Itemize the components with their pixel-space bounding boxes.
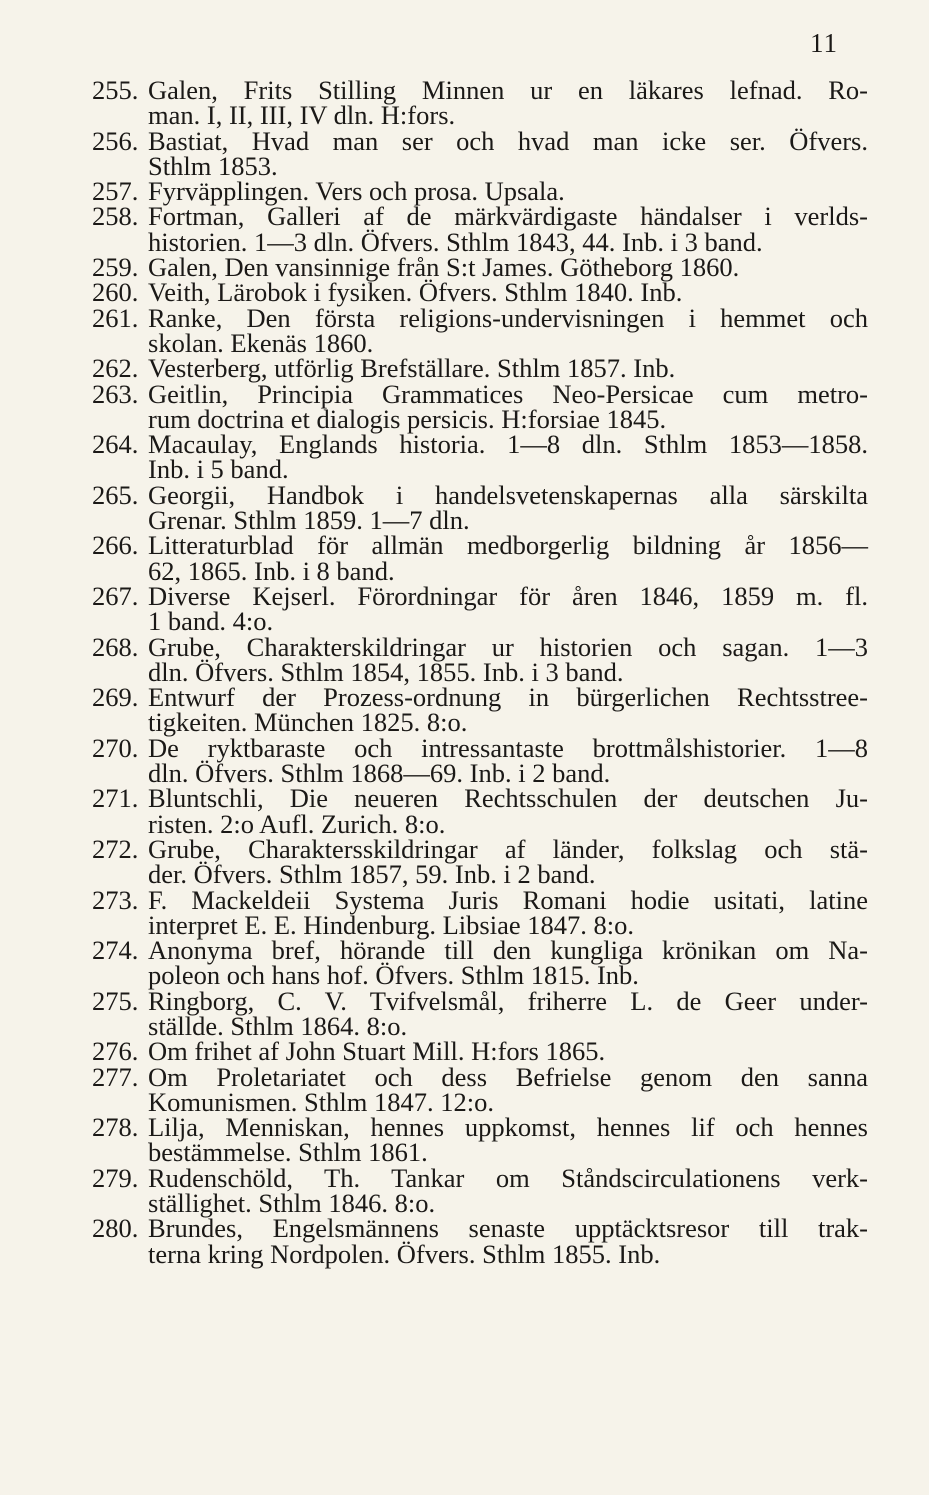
entry-number: 278. <box>92 1112 139 1143</box>
entry-text <box>148 302 868 358</box>
entry-line: Grube, Charaktersskildringar af länder, folkslag och stä- <box>148 833 868 864</box>
entry-text <box>148 429 868 485</box>
catalog-entry <box>0 75 929 131</box>
entry-line: historien. 1—3 dln. Öfvers. Sthlm 1843, 44. Inb. i 3 band. <box>148 226 763 257</box>
entry-number: 256. <box>92 125 139 156</box>
entry-line: ställighet. Sthlm 1846. 8:o. <box>148 1188 436 1219</box>
entry-number: 259. <box>92 252 139 283</box>
entry-number: 264. <box>92 429 139 460</box>
entry-line: Fortman, Galleri af de märkvärdigaste händalser i verlds- <box>148 201 868 232</box>
entry-number: 271. <box>92 783 139 814</box>
entry-line: Galen, Frits Stilling Minnen ur en läkares lefnad. Ro- <box>148 75 868 105</box>
catalog-entry <box>0 1061 929 1117</box>
entry-line: Entwurf der Prozess-ordnung in bürgerlichen Rechtsstree- <box>148 682 868 713</box>
entry-text <box>148 1112 868 1168</box>
page-number: 11 <box>810 28 838 58</box>
entry-text <box>148 479 868 536</box>
entry-line: Komunismen. Sthlm 1847. 12:o. <box>148 1086 494 1117</box>
entry-text <box>148 353 868 384</box>
entry-text <box>148 682 868 738</box>
entry-number: 270. <box>92 732 139 763</box>
catalog-entry <box>0 277 929 308</box>
entry-number: 279. <box>92 1162 139 1193</box>
entry-text <box>148 277 868 308</box>
entry-number: 255. <box>92 75 139 105</box>
entry-number: 257. <box>92 176 139 207</box>
entry-text <box>148 732 868 789</box>
entry-line: Om frihet af John Stuart Mill. H:fors 1865. <box>148 1036 606 1067</box>
entry-number: 262. <box>92 353 139 384</box>
entry-line: Ringborg, C. V. Tvifvelsmål, friherre L. de Geer under- <box>148 985 868 1016</box>
entry-number: 263. <box>92 378 139 409</box>
entry-line: Grenar. Sthlm 1859. 1—7 dln. <box>148 505 470 536</box>
entry-line: ställde. Sthlm 1864. 8:o. <box>148 1010 408 1041</box>
catalog-entry <box>0 125 929 181</box>
catalog-entry <box>0 631 929 687</box>
entry-line: F. Mackeldeii Systema Juris Romani hodie usitati, latine <box>148 884 868 915</box>
entry-line: Brundes, Engelsmännens senaste upptäcktsresor till trak- <box>148 1213 868 1244</box>
catalog-entry <box>0 479 929 536</box>
entry-line: der. Öfvers. Sthlm 1857, 59. Inb. i 2 band. <box>148 859 596 890</box>
entry-line: interpret E. E. Hindenburg. Libsiae 1847. 8:o. <box>148 909 634 940</box>
catalog-entry <box>0 530 929 586</box>
entry-number: 280. <box>92 1213 139 1244</box>
entry-number: 265. <box>92 479 139 510</box>
entry-number: 260. <box>92 277 139 308</box>
entry-line: Fyrväpplingen. Vers och prosa. Upsala. <box>148 176 565 207</box>
entry-text <box>148 580 868 637</box>
entry-line: Grube, Charakterskildringar ur historien och sagan. 1—3 <box>148 631 868 662</box>
entry-line: 1 band. 4:o. <box>148 606 274 637</box>
entry-number: 275. <box>92 985 139 1016</box>
entry-number: 272. <box>92 833 139 864</box>
catalog-entry <box>0 378 929 434</box>
entry-line: dln. Öfvers. Sthlm 1854, 1855. Inb. i 3 band. <box>148 656 624 687</box>
entry-text <box>148 884 868 940</box>
entry-line: 62, 1865. Inb. i 8 band. <box>148 555 395 586</box>
catalog-entry <box>0 353 929 384</box>
entry-line: Bastiat, Hvad man ser och hvad man icke ser. Öfvers. <box>148 125 868 156</box>
entry-line: tigkeiten. München 1825. 8:o. <box>148 707 468 738</box>
entry-line: bestämmelse. Sthlm 1861. <box>148 1137 428 1168</box>
entry-number: 268. <box>92 631 139 662</box>
entry-line: Lilja, Menniskan, hennes uppkomst, hennes lif och hennes <box>148 1112 868 1143</box>
entry-line: Galen, Den vansinnige från S:t James. Götheborg 1860. <box>148 252 740 283</box>
entry-line: risten. 2:o Aufl. Zurich. 8:o. <box>148 808 446 839</box>
entry-line: Vesterberg, utförlig Brefställare. Sthlm 1857. Inb. <box>148 353 676 384</box>
entry-text <box>148 833 868 890</box>
entry-line: terna kring Nordpolen. Öfvers. Sthlm 1855. Inb. <box>148 1238 661 1269</box>
entry-text <box>148 1162 868 1219</box>
catalog-entry <box>0 580 929 637</box>
entry-text <box>148 1036 868 1067</box>
catalog-entry <box>0 302 929 358</box>
catalog-entry <box>0 884 929 940</box>
entry-text <box>148 631 868 687</box>
entry-number: 276. <box>92 1036 139 1067</box>
entry-line: De ryktbaraste och intressantaste brottmålshistorier. 1—8 <box>148 732 868 763</box>
entry-text <box>148 530 868 586</box>
entry-line: Sthlm 1853. <box>148 150 278 181</box>
catalog-entry <box>0 1213 929 1269</box>
entry-text <box>148 935 868 991</box>
entry-line: Macaulay, Englands historia. 1—8 dln. Sthlm 1853—1858. <box>148 429 868 460</box>
entry-line: Georgii, Handbok i handelsvetenskapernas alla särskilta <box>148 479 868 510</box>
entry-line: dln. Öfvers. Sthlm 1868—69. Inb. i 2 band. <box>148 758 611 789</box>
entry-number: 258. <box>92 201 139 232</box>
entry-text <box>148 1213 868 1269</box>
entry-number: 267. <box>92 580 139 611</box>
catalog-entry <box>0 1036 929 1067</box>
entry-line: Anonyma bref, hörande till den kungliga krönikan om Na- <box>148 935 868 966</box>
entry-text <box>148 985 868 1041</box>
entry-line: poleon och hans hof. Öfvers. Sthlm 1815. Inb. <box>148 960 639 991</box>
entry-line: Litteraturblad för allmän medborgerlig bildning år 1856— <box>148 530 868 561</box>
catalog-entry <box>0 732 929 789</box>
entry-line: Geitlin, Principia Grammatices Neo-Persicae cum metro- <box>148 378 868 409</box>
catalog-entry <box>0 1162 929 1219</box>
entry-line: man. I, II, III, IV dln. H:fors. <box>148 100 456 131</box>
catalog-entries <box>0 75 929 1269</box>
catalog-entry <box>0 682 929 738</box>
entry-text <box>148 75 868 131</box>
catalog-entry <box>0 833 929 890</box>
entry-line: Ranke, Den första religions-undervisningen i hemmet och <box>148 302 868 333</box>
catalog-entry <box>0 201 929 257</box>
entry-text <box>148 378 868 434</box>
entry-number: 273. <box>92 884 139 915</box>
entry-text <box>148 201 868 257</box>
entry-line: Veith, Lärobok i fysiken. Öfvers. Sthlm 1840. Inb. <box>148 277 683 308</box>
entry-line: Inb. i 5 band. <box>148 454 289 485</box>
catalog-entry <box>0 1112 929 1168</box>
catalog-entry <box>0 429 929 485</box>
entry-text <box>148 1061 868 1117</box>
entry-line: Bluntschli, Die neueren Rechtsschulen der deutschen Ju- <box>148 783 868 814</box>
entry-line: Diverse Kejserl. Förordningar för åren 1846, 1859 m. fl. <box>148 580 868 611</box>
entry-number: 274. <box>92 935 139 966</box>
entry-line: Rudenschöld, Th. Tankar om Ståndscirculationens verk- <box>148 1162 868 1193</box>
entry-number: 266. <box>92 530 139 561</box>
catalog-entry <box>0 985 929 1041</box>
entry-line: skolan. Ekenäs 1860. <box>148 327 374 358</box>
entry-text <box>148 783 868 839</box>
entry-number: 261. <box>92 302 139 333</box>
entry-line: Om Proletariatet och dess Befrielse genom den sanna <box>148 1061 868 1092</box>
entry-text <box>148 125 868 181</box>
catalog-entry <box>0 783 929 839</box>
entry-line: rum doctrina et dialogis persicis. H:forsiae 1845. <box>148 403 667 434</box>
entry-number: 277. <box>92 1061 139 1092</box>
entry-number: 269. <box>92 682 139 713</box>
catalog-entry <box>0 935 929 991</box>
